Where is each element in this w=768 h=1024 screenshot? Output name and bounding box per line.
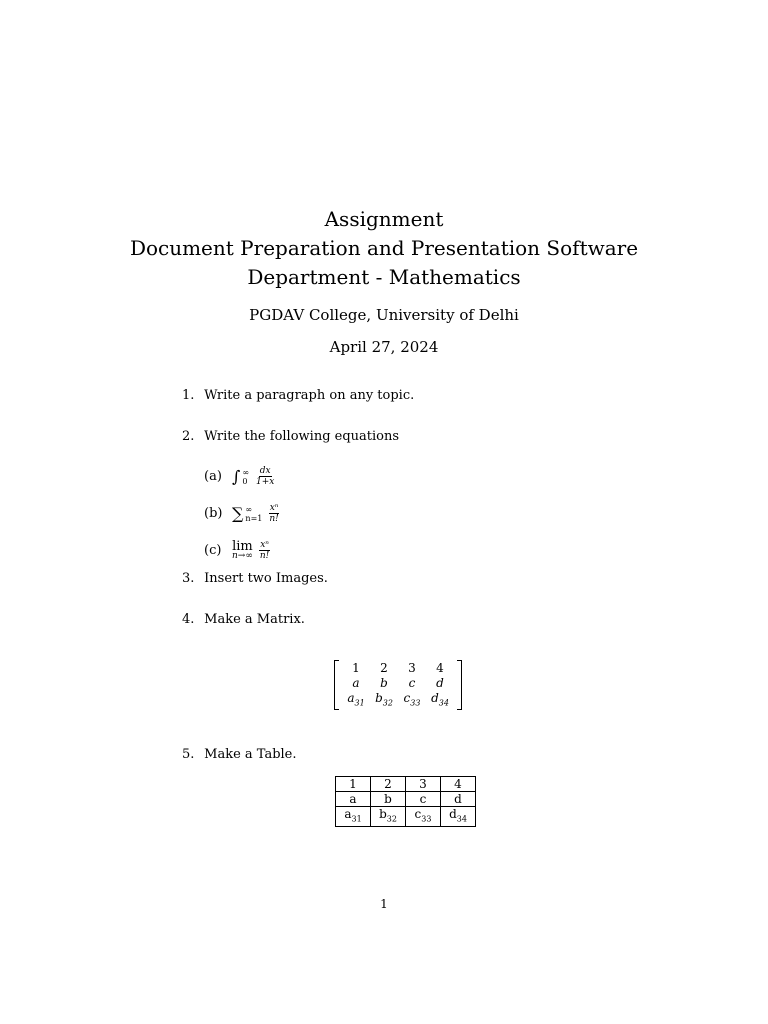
numerator: dx <box>259 466 271 476</box>
table-cell: a <box>336 792 371 807</box>
numerator: xⁿ <box>260 539 269 550</box>
table-cell: $b_{32}$ <box>371 807 406 827</box>
matrix-cell: $b_{32}$ <box>375 691 393 708</box>
list-item-3 <box>182 571 328 586</box>
matrix-cell: d <box>436 676 444 690</box>
numerator: xⁿ <box>269 503 279 513</box>
integral-symbol: ∫ <box>232 467 241 486</box>
sum-lower-limit: n=1 <box>245 513 263 523</box>
integral-upper-limit: ∞ <box>242 467 250 477</box>
table-cell: c <box>406 792 441 807</box>
limit <box>232 539 253 561</box>
item-number: 5. <box>182 747 195 762</box>
equation-b <box>204 503 280 524</box>
table-cell: $a_{31}$ <box>336 807 371 827</box>
table-cell: 4 <box>441 777 476 792</box>
table-cell: $c_{33}$ <box>406 807 441 827</box>
matrix-right-bracket <box>457 660 462 710</box>
limit-symbol: lim <box>232 539 253 554</box>
title-line-3: Department - Mathematics <box>247 265 521 289</box>
table-cell: 2 <box>371 777 406 792</box>
list-item-4 <box>182 612 305 627</box>
author-line: PGDAV College, University of Delhi <box>249 306 519 324</box>
title-line-2: Document Preparation and Presentation Software <box>129 236 639 260</box>
equation-a <box>204 466 275 487</box>
table-cell: 3 <box>406 777 441 792</box>
page-number: 1 <box>380 897 388 911</box>
fraction <box>268 503 279 524</box>
matrix-cell: $c_{33}$ <box>403 691 421 708</box>
list-item-5 <box>182 747 297 762</box>
equation-label: (a) <box>204 469 222 484</box>
matrix-cell: 2 <box>380 661 388 675</box>
integral-lower-limit: 0 <box>242 476 248 486</box>
denominator: 1+x <box>256 477 275 487</box>
data-table <box>335 776 476 827</box>
matrix-cell: 3 <box>408 661 416 675</box>
title-line-1: Assignment <box>324 207 444 231</box>
matrix-cell: c <box>408 676 416 690</box>
fraction <box>255 466 275 487</box>
sum-symbol: ∑ <box>232 504 244 523</box>
item-text: Insert two Images. <box>204 571 328 586</box>
equation-label: (b) <box>204 506 223 521</box>
item-number: 1. <box>182 388 195 403</box>
item-text: Write a paragraph on any topic. <box>204 388 415 403</box>
sum-upper-limit: ∞ <box>245 504 253 514</box>
equation-c <box>204 539 270 561</box>
table-row <box>336 807 476 827</box>
limit-subscript: n→∞ <box>232 551 253 561</box>
matrix-cell: 4 <box>436 661 444 675</box>
title-block <box>0 205 768 292</box>
item-text: Write the following equations <box>204 429 400 444</box>
list-item-2 <box>182 429 399 444</box>
item-number: 2. <box>182 429 195 444</box>
table-cell: b <box>371 792 406 807</box>
matrix-cell: $d_{34}$ <box>431 691 449 708</box>
matrix-cell: 1 <box>352 661 360 675</box>
table-row <box>336 777 476 792</box>
equation-label: (c) <box>204 542 222 558</box>
item-number: 3. <box>182 571 195 586</box>
item-text: Make a Table. <box>204 747 297 762</box>
denominator: n! <box>259 550 270 561</box>
table-row <box>336 792 476 807</box>
matrix-left-bracket <box>334 660 339 710</box>
item-number: 4. <box>182 612 195 627</box>
matrix-cell: $a_{31}$ <box>347 691 365 708</box>
denominator: n! <box>269 514 279 524</box>
table-cell: 1 <box>336 777 371 792</box>
matrix-cell: a <box>352 676 360 690</box>
matrix-cell: b <box>380 676 388 690</box>
date-line: April 27, 2024 <box>329 338 439 356</box>
matrix-entries <box>342 661 454 706</box>
item-text: Make a Matrix. <box>204 612 305 627</box>
table-cell: $d_{34}$ <box>441 807 476 827</box>
matrix <box>334 660 462 708</box>
table-cell: d <box>441 792 476 807</box>
list-item-1 <box>182 388 414 403</box>
fraction <box>259 540 270 561</box>
